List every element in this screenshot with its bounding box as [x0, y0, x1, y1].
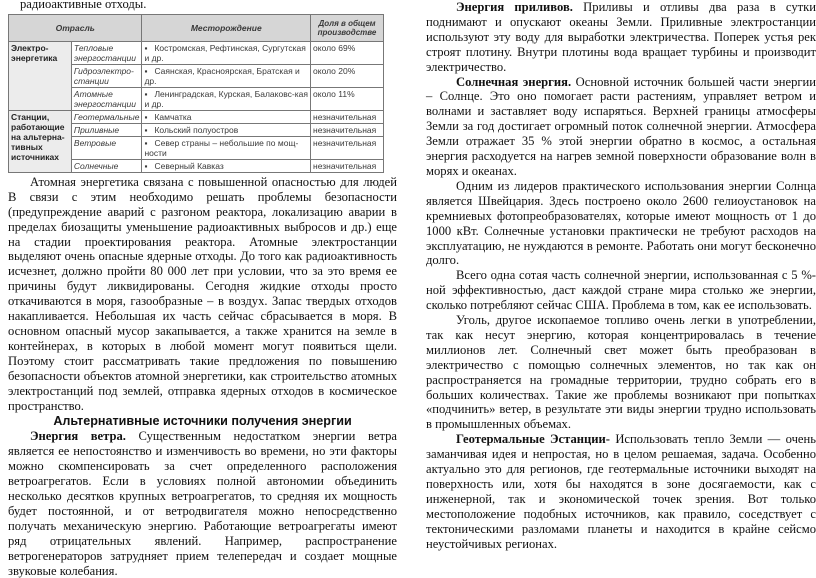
station-location: ▪ Северный Кавказ: [142, 159, 311, 172]
section-heading: Альтернативные источники получения энергии: [53, 414, 352, 429]
wind-lead: Энергия ветра.: [30, 429, 126, 444]
top-fragment: радиоактивные отходы.: [20, 0, 147, 11]
header-location: Месторождение: [142, 14, 311, 41]
switzerland-paragraph: Одним из лидеров практического использования энергии Солнца является Швейцария. Здесь построено около 2600 гелиоустановок на кремниевых фотопреобразователях, которые имеют мощность от 1 до 1000 кВт. Солнечные установки практически не требуют расходов на эксплуатацию, не нуждаются в ремонте. Работать они могут бесконечно долго.: [426, 178, 816, 268]
efficiency-paragraph: Всего одна сотая часть солнечной энергии, использованная с 5 %-ной эффективностью, даст каждой стране мира столько же энергии, сколько потребляют сейчас США. Проблема в том, как ее использовать.: [426, 268, 816, 313]
station-share: незначительная: [311, 136, 384, 159]
station-type: Солнечные: [71, 159, 142, 172]
group-label: Станции, работающие на альтерна-тивных источниках: [9, 110, 72, 172]
station-share: незначительная: [311, 110, 384, 123]
station-share: около 20%: [311, 64, 384, 87]
station-type: Ветровые: [71, 136, 142, 159]
station-type: Атомные энергостанции: [71, 87, 142, 110]
header-industry: Отрасль: [9, 14, 142, 41]
tidal-paragraph: Энергия приливов. Приливы и отливы два раза в сутки поднимают и опускают океаны Земли. Приливные электростанции используют эту воду для выработки электричества. Поперек устья рек строят плотину. Внутри плотины вода вращает турбины и производит электричество.: [426, 0, 816, 74]
left-column: [8, 0, 397, 578]
station-type: Тепловые энергостанции: [71, 41, 142, 64]
station-location: ▪ Ленинградская, Курская, Балаковс-кая и др.: [142, 87, 311, 110]
station-location: ▪ Север страны – небольшие по мощ-ности: [142, 136, 311, 159]
table-row: [9, 41, 384, 64]
station-type: Приливные: [71, 123, 142, 136]
group-label: Электро-энергетика: [9, 41, 72, 110]
station-share: около 11%: [311, 87, 384, 110]
station-share: около 69%: [311, 41, 384, 64]
table-row: [9, 110, 384, 123]
right-column: [426, 0, 816, 552]
nuclear-paragraph: Атомная энергетика связана с повышенной опасностью для людей В связи с этим необходимо решать проблемы безопасности (предупреждение аварий с разгоном реактора, локализацию аварии в пределах биозащиты уменьшение радиоактивных выбросов и др.) еще на стадии проектирования реактора. Атомные электростанции выделяют очень опасные ядерные отходы. До того как радиоактивность исчезнет, должно пройти 80 000 лет при условии, что за это время ее причины будут ликвидированы. Сегодня жидкие отходы просто откачиваются в моря, газообразные – в воздух. Запас твердых отходов накапливается. Небольшая их часть сейчас сбрасывается в моря. В основном опасный мусор закапывается, а также хранится на земле в контейнерах, в которых в любой момент могут появиться щели. Поэтому стоит рассматривать такие предложения по повышению безопасности объектов атомной энергетики, как строительство атомных электростанций под землей, отправка ядерных отходов в космическое пространство.: [8, 174, 397, 413]
station-location: ▪ Камчатка: [142, 110, 311, 123]
table-header-row: [9, 14, 384, 41]
coal-paragraph: Уголь, другое ископаемое топливо очень легки в употреблении, так как несут энергию, которая концентрировалась в течение миллионов лет. Солнечный свет может быть преобразован в электричество с помощью солнечных элементов, но так как он распространяется на громадные территории, трудно собрать его в больших количествах. Такие же проблемы возникают при попытках «подчинить» ветер, в результате эти виды энергии трудно использовать в промышленных объемах.: [426, 313, 816, 432]
station-location: ▪ Кольский полуостров: [142, 123, 311, 136]
wind-paragraph: Энергия ветра. Существенным недостатком энергии ветра является ее непостоянство и изменчивость во времени, но эти факторы можно скомпенсировать за счет определенного расположения ветроагрегатов. Если в условиях полной автономии объединить несколько десятков крупных ветроагрегатов, то средняя их мощность будет постоянной, и от ветродвигателя можно непосредственно получать механическую энергию. Работающие ветроагрегаты имеют ряд отрицательных явлений. Например, распространение ветрогенераторов затрудняет прием телепередач и создает мощные звуковые колебания.: [8, 429, 397, 578]
header-share: Доля в общем производстве: [311, 14, 384, 41]
solar-lead: Солнечная энергия.: [456, 74, 572, 89]
station-location: ▪ Костромская, Рефтинская, Сургутская и др.: [142, 41, 311, 64]
solar-paragraph: Солнечная энергия. Основной источник большей части энергии – Солнце. Это оно помогает расти растениям, управляет ветром и волнами и заставляет воду испаряться. Верхней границы атмосферы Земли за год достигает огромный поток солнечной энергии. Атмосфера Земли отражает 35 % этой энергии обратно в космос, а остальная энергия расходуется на нагрев земной поверхности образование волн в морях и океанах.: [426, 74, 816, 178]
station-share: незначительная: [311, 159, 384, 172]
station-location: ▪ Саянская, Красноярская, Братская и др.: [142, 64, 311, 87]
station-type: Гидроэлектро-станции: [71, 64, 142, 87]
geothermal-paragraph: Геотермальные Эстанции- Использовать тепло Земли — очень заманчивая идея и непростая, но в целом решаемая, задача. Особенно актуально это для регионов, где геотермальные источники выходят на поверхность или, хотя бы находятся в зоне досягаемости, как с инженерной, так и экономической точек зрения. Вот только местоположение подобных источников, как правило, соседствует с тектоническими разломами планеты и находится в крайне сейсмо неустойчивых регионах.: [426, 432, 816, 551]
geothermal-lead: Геотермальные Эстанции-: [456, 432, 610, 447]
tidal-lead: Энергия приливов.: [456, 0, 573, 14]
station-share: незначительная: [311, 123, 384, 136]
station-type: Геотермальные: [71, 110, 142, 123]
energy-sources-table: [8, 14, 384, 173]
